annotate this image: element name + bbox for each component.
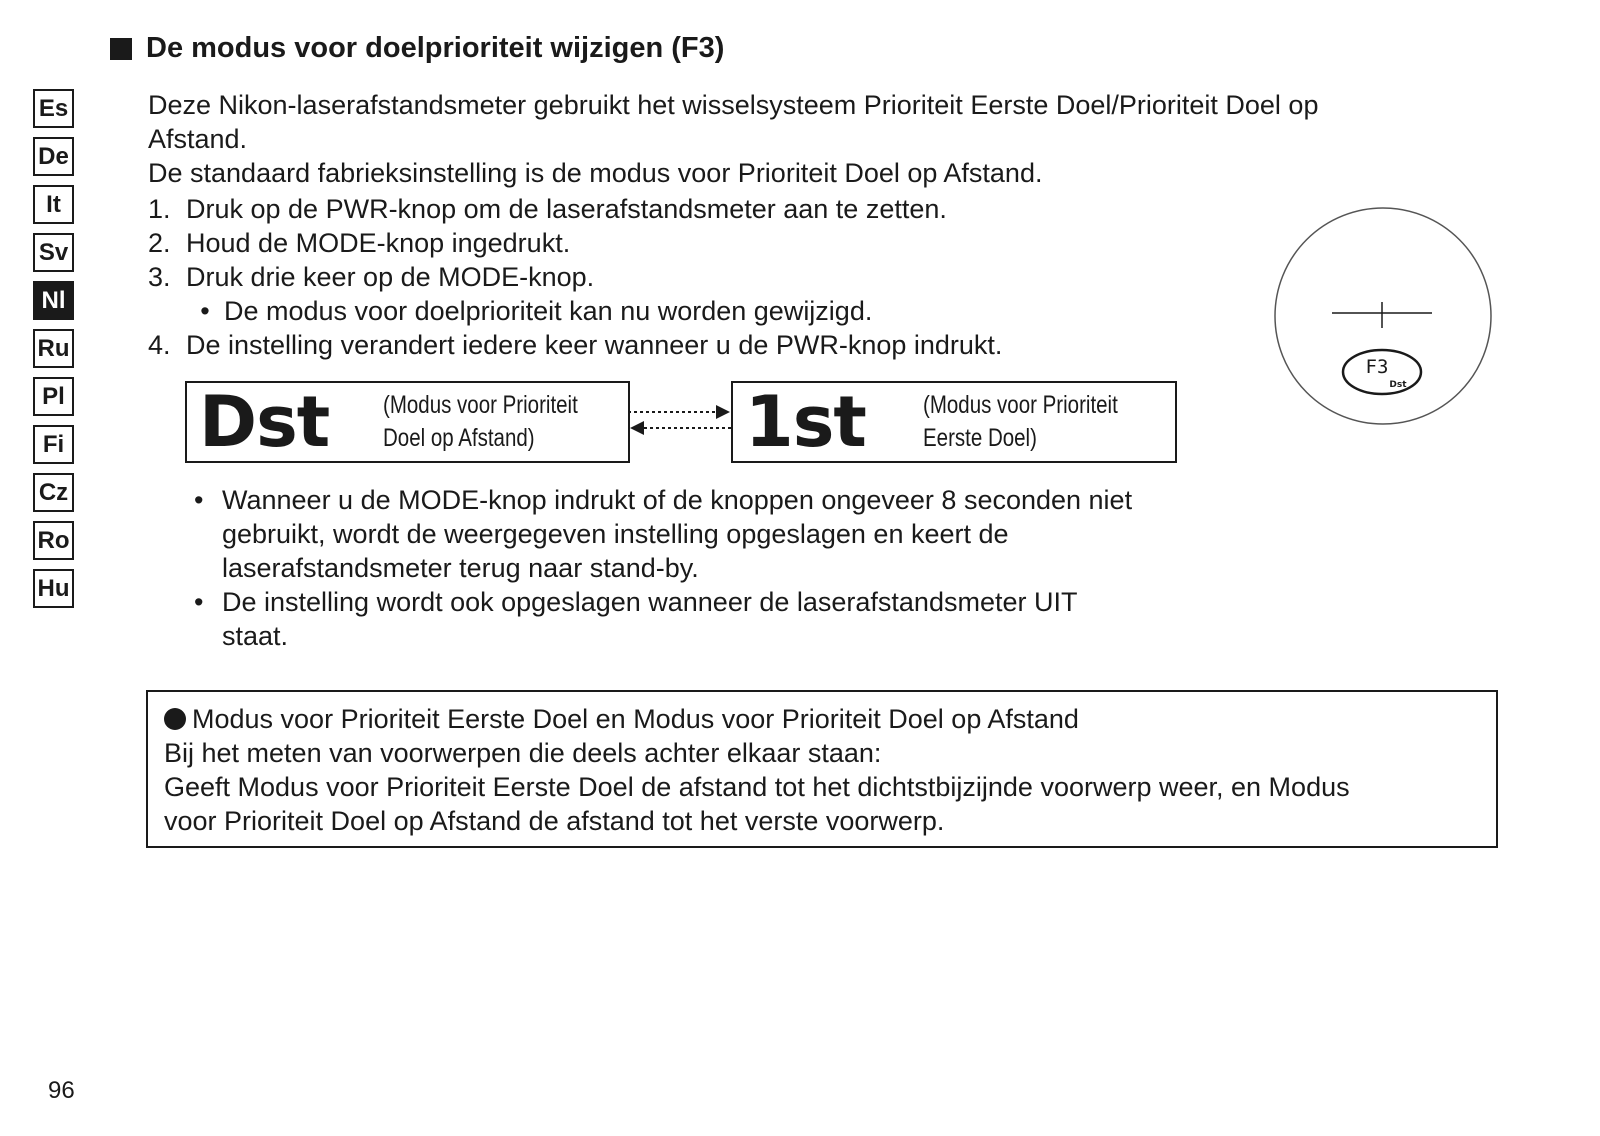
mode-code: 1st (745, 381, 866, 463)
note-item (186, 483, 1196, 585)
lang-tab-nl[interactable]: Nl (33, 281, 74, 320)
note-line: De instelling wordt ook opgeslagen wanneer de laserafstandsmeter UIT (222, 587, 1078, 617)
page-number: 96 (48, 1077, 75, 1104)
mode-desc-line: Doel op Afstand) (383, 424, 535, 452)
lang-tab-hu[interactable]: Hu (33, 569, 74, 608)
mode-box-dst (185, 381, 630, 463)
step-item (148, 328, 1408, 362)
lang-tab-es[interactable]: Es (33, 89, 74, 128)
step-item (148, 260, 1408, 294)
step-text: De instelling verandert iedere keer wanneer u de PWR-knop indrukt. (186, 330, 1003, 360)
lang-tab-ru[interactable]: Ru (33, 329, 74, 368)
bullet-mark: • (194, 485, 204, 515)
lang-tab-pl[interactable]: Pl (33, 377, 74, 416)
viewfinder-display-bottom: Dst (1389, 380, 1407, 390)
lang-tab-fi[interactable]: Fi (33, 425, 74, 464)
language-tabs (33, 89, 74, 617)
step-item (148, 192, 1408, 226)
mode-description (383, 389, 578, 455)
note-line: laserafstandsmeter terug naar stand-by. (222, 553, 699, 583)
step-number: 2. (148, 228, 171, 258)
step-text: Houd de MODE-knop ingedrukt. (186, 228, 571, 258)
note-line: Wanneer u de MODE-knop indrukt of de knoppen ongeveer 8 seconden niet (222, 485, 1133, 515)
heading-text: De modus voor doelprioriteit wijzigen (F3) (146, 32, 725, 64)
info-box-line: Geeft Modus voor Prioriteit Eerste Doel de afstand tot het dichtstbijzijnde voorwerp weer, en Modus (164, 772, 1350, 802)
note-text (222, 483, 1132, 585)
info-box-line: voor Prioriteit Doel op Afstand de afstand tot het verste voorwerp. (164, 806, 945, 836)
intro-line: De standaard fabrieksinstelling is de modus voor Prioriteit Doel op Afstand. (148, 158, 1043, 188)
viewfinder-display-top: F3 (1365, 356, 1389, 378)
info-box-title-text: Modus voor Prioriteit Eerste Doel en Modus voor Prioriteit Doel op Afstand (192, 704, 1079, 734)
step-text: De modus voor doelprioriteit kan nu worden gewijzigd. (224, 296, 873, 326)
bullet-mark: • (200, 296, 210, 326)
intro-line: Afstand. (148, 124, 248, 154)
heading-square-icon (110, 38, 132, 60)
note-item (186, 585, 1196, 653)
lang-tab-sv[interactable]: Sv (33, 233, 74, 272)
mode-description (923, 389, 1118, 455)
note-line: gebruikt, wordt de weergegeven instelling opgeslagen en keert de (222, 519, 1009, 549)
mode-box-1st (731, 381, 1177, 463)
note-line: staat. (222, 621, 289, 651)
mode-code: Dst (199, 381, 330, 463)
lang-tab-de[interactable]: De (33, 137, 74, 176)
lang-tab-cz[interactable]: Cz (33, 473, 74, 512)
mode-desc-line: Eerste Doel) (923, 424, 1037, 452)
instructions (148, 88, 1408, 362)
step-text: Druk op de PWR-knop om de laserafstandsmeter aan te zetten. (186, 194, 947, 224)
step-number: 4. (148, 330, 171, 360)
lang-tab-it[interactable]: It (33, 185, 74, 224)
bullet-mark: • (194, 587, 204, 617)
viewfinder-illustration (1272, 205, 1494, 427)
info-box (146, 690, 1498, 848)
step-number: 1. (148, 194, 171, 224)
step-item (148, 226, 1408, 260)
toggle-arrows-icon (626, 402, 734, 438)
section-heading (110, 32, 724, 65)
notes-list (186, 483, 1196, 653)
step-sub-bullet (148, 294, 1408, 328)
mode-desc-line: (Modus voor Prioriteit (383, 391, 578, 419)
intro-line: Deze Nikon-laserafstandsmeter gebruikt het wisselsysteem Prioriteit Eerste Doel/Prioriteit Doel op (148, 90, 1319, 120)
info-box-line: Bij het meten van voorwerpen die deels achter elkaar staan: (164, 738, 882, 768)
info-box-title (164, 702, 1482, 736)
mode-desc-line: (Modus voor Prioriteit (923, 391, 1118, 419)
step-text: Druk drie keer op de MODE-knop. (186, 262, 595, 292)
filled-circle-icon (164, 708, 186, 730)
lang-tab-ro[interactable]: Ro (33, 521, 74, 560)
step-number: 3. (148, 262, 171, 292)
note-text (222, 585, 1077, 653)
